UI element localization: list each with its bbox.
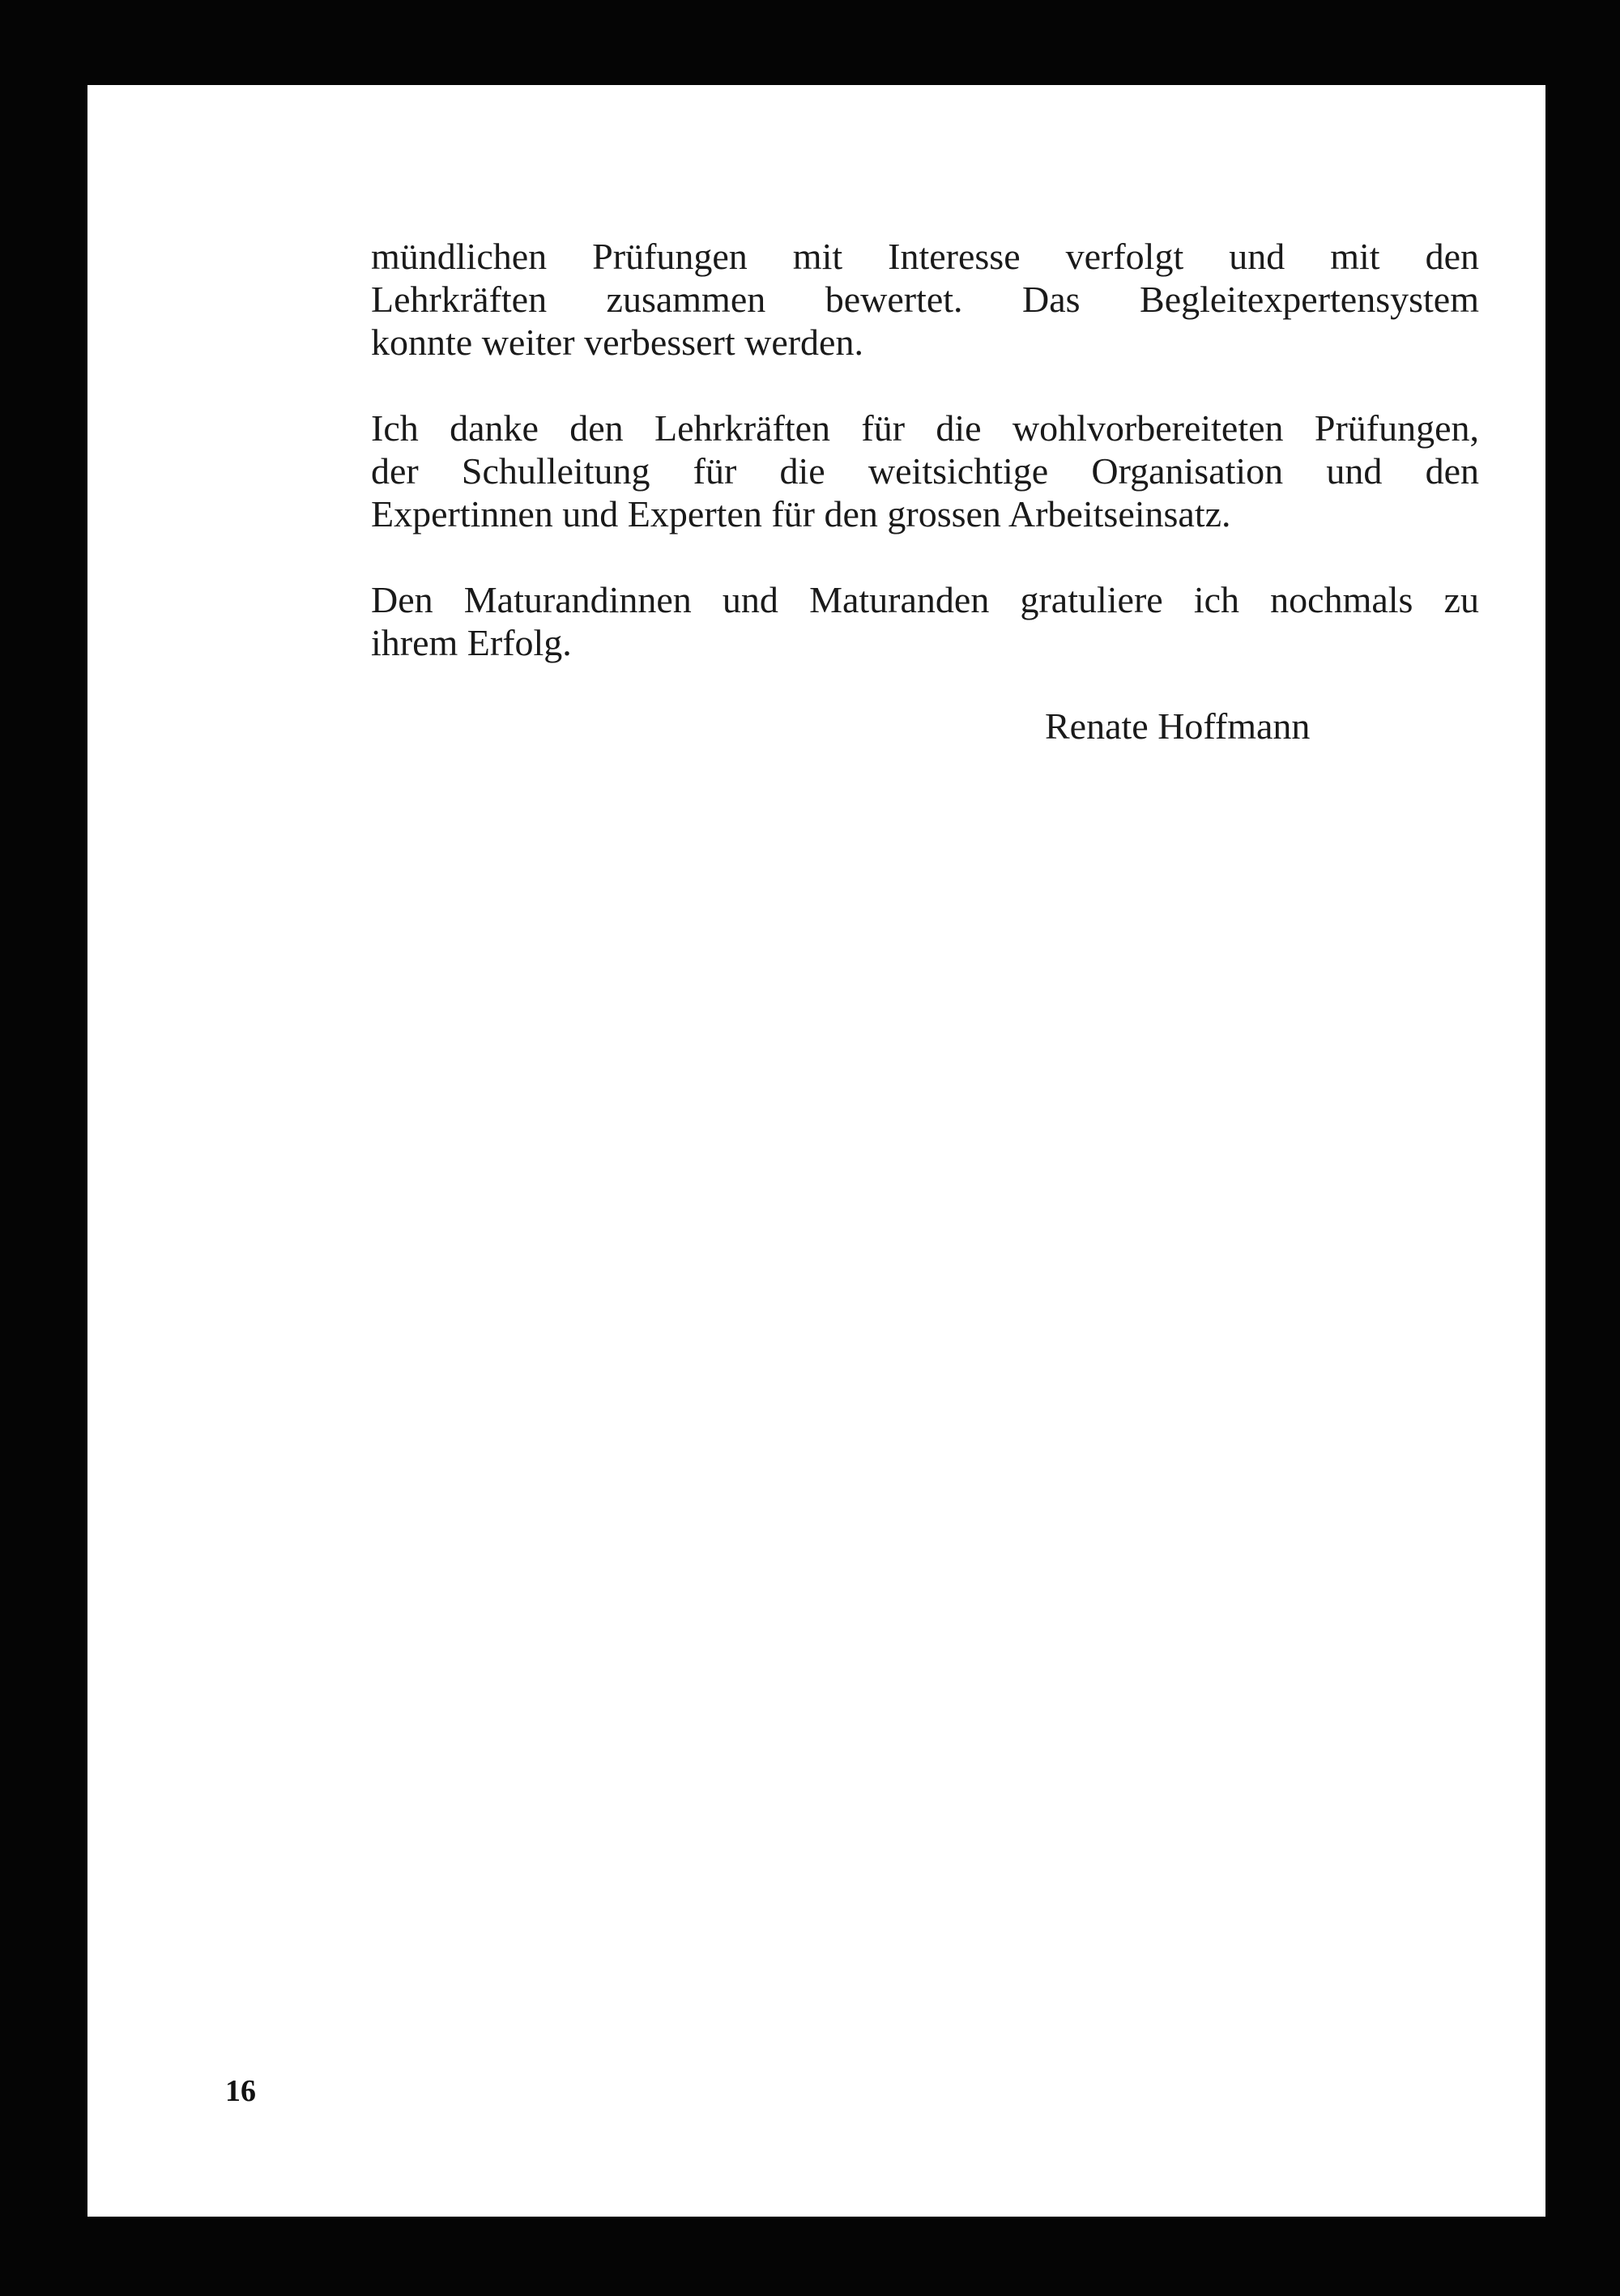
text-line: Ich danke den Lehrkräften für die wohlvorbereiteten Prüfungen,	[371, 407, 1479, 449]
text-line: ihrem Erfolg.	[371, 622, 572, 663]
document-page	[87, 85, 1545, 2217]
paragraph-3	[371, 578, 1479, 664]
paragraph-2	[371, 407, 1479, 535]
signature-name: Renate Hoffmann	[1045, 705, 1311, 747]
text-line: Den Maturandinnen und Maturanden gratuliere ich nochmals zu	[371, 579, 1479, 620]
body-text	[371, 235, 1479, 707]
text-line: Lehrkräften zusammen bewertet. Das Begleitexpertensystem	[371, 279, 1479, 320]
text-line: konnte weiter verbessert werden.	[371, 322, 863, 363]
text-line: mündlichen Prüfungen mit Interesse verfolgt und mit den	[371, 236, 1479, 277]
text-line: Expertinnen und Experten für den grossen Arbeitseinsatz.	[371, 493, 1231, 535]
text-line: der Schulleitung für die weitsichtige Organisation und den	[371, 450, 1479, 492]
paragraph-1	[371, 235, 1479, 364]
page-number: 16	[225, 2074, 256, 2108]
